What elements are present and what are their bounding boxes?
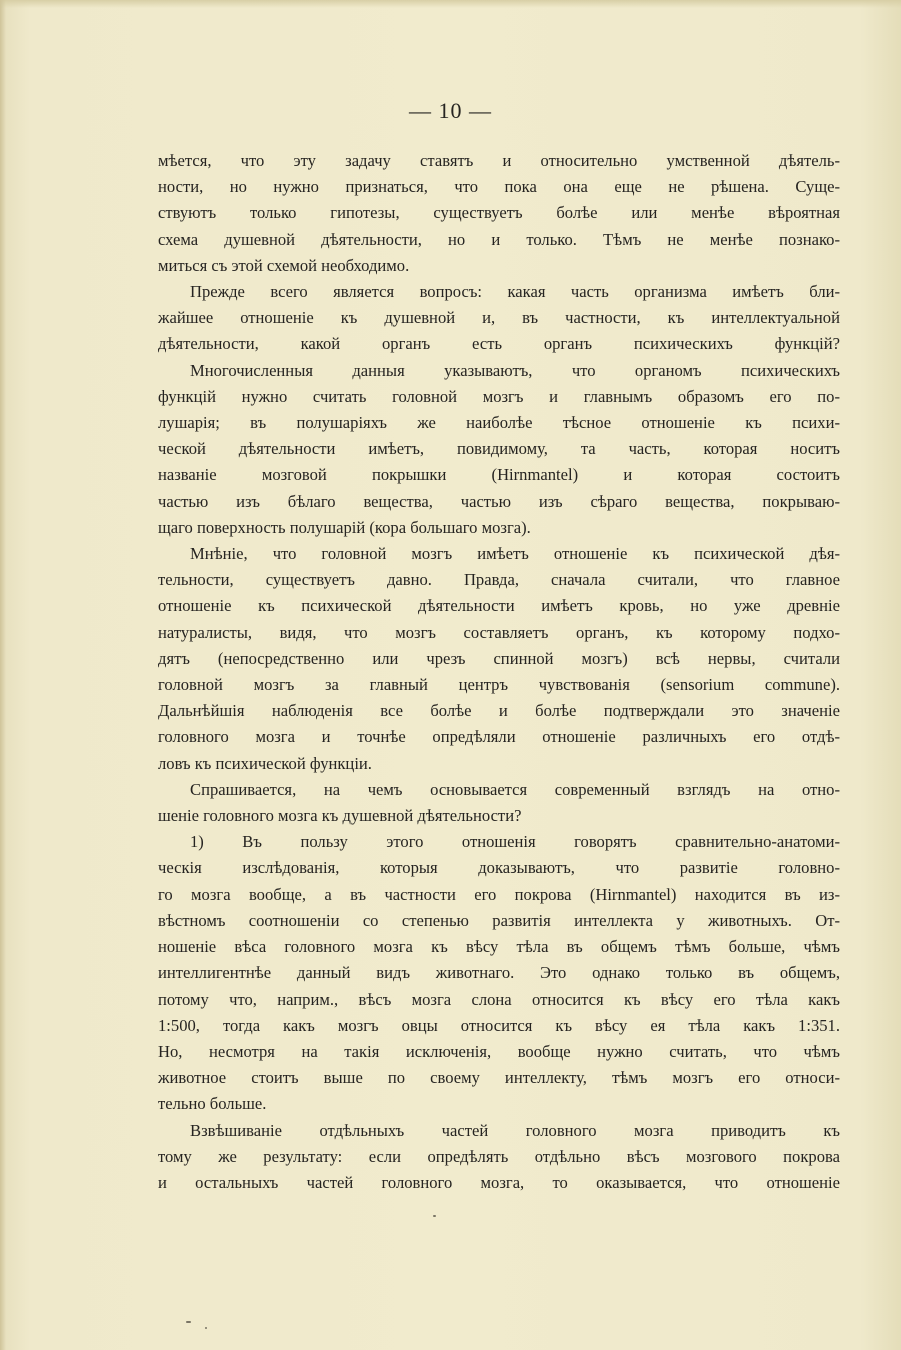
text-line: тельно больше. <box>158 1094 267 1114</box>
text-line: Взвѣшиваніе отдѣльныхъ частей головного мозга приводитъ къ <box>190 1120 840 1140</box>
text-line: ловъ къ психической функціи. <box>158 753 372 773</box>
text-line: животное стоитъ выше по своему интеллекту, тѣмъ мозгъ его относи- <box>158 1068 840 1088</box>
text-line: го мозга вообще, а въ частности его покрова (Hirnmantel) находится въ из- <box>158 884 840 904</box>
text-line: ношеніе вѣса головного мозга къ вѣсу тѣла въ общемъ тѣмъ больше, чѣмъ <box>158 937 840 957</box>
text-line: Но, несмотря на такія исключенія, вообще нужно считать, что чѣмъ <box>158 1041 840 1061</box>
page-number: — 10 — <box>409 98 492 123</box>
text-line: потому что, наприм., вѣсъ мозга слона относится къ вѣсу его тѣла какъ <box>158 989 840 1009</box>
text-line: функцій нужно считать головной мозгъ и главнымъ образомъ его по- <box>158 386 840 406</box>
text-line: названіе мозговой покрышки (Hirnmantel) и которая состоитъ <box>158 465 840 485</box>
text-line: ности, но нужно признаться, что пока она еще не рѣшена. Суще- <box>158 177 840 197</box>
text-line: натуралисты, видя, что мозгъ составляетъ органъ, къ которому подхо- <box>158 622 840 642</box>
print-speck <box>205 1327 207 1329</box>
body-text <box>158 148 840 1196</box>
page-top-shadow <box>0 0 901 8</box>
text-line: жайшее отношеніе къ душевной и, въ частности, къ интеллектуальной <box>158 308 840 328</box>
print-speck <box>186 1321 191 1323</box>
print-speck <box>433 1215 436 1217</box>
text-line: дятъ (непосредственно или чрезъ спинной мозгъ) всѣ нервы, считали <box>158 648 840 668</box>
text-line: вѣстномъ соотношеніи со степенью развитія интеллекта у животныхъ. От- <box>158 910 840 930</box>
text-line: головной мозгъ за главный центръ чувствованія (sensorium commune). <box>158 675 840 695</box>
text-line: тельности, существуетъ давно. Правда, сначала считали, что главное <box>158 570 840 590</box>
text-line: дѣятельности, какой органъ есть органъ психическихъ функцій? <box>158 334 840 354</box>
text-line: ческія изслѣдованія, которыя доказываютъ, что развитіе головно- <box>158 858 840 878</box>
text-line: тому же результату: если опредѣлять отдѣльно вѣсъ мозгового покрова <box>158 1146 840 1166</box>
text-line: 1:500, тогда какъ мозгъ овцы относится къ вѣсу ея тѣла какъ 1:351. <box>158 1015 840 1035</box>
text-line: щаго поверхность полушарій (кора большаго мозга). <box>158 517 531 537</box>
text-line: Мнѣніе, что головной мозгъ имѣетъ отношеніе къ психической дѣя- <box>190 544 840 564</box>
text-line: ческой дѣятельности имѣетъ, повидимому, та часть, которая носитъ <box>158 439 840 459</box>
text-line: Дальнѣйшія наблюденія все болѣе и болѣе подтверждали это значеніе <box>158 701 840 721</box>
text-line: Спрашивается, на чемъ основывается современный взглядъ на отно- <box>190 779 840 799</box>
text-line: и остальныхъ частей головного мозга, то оказывается, что отношеніе <box>158 1172 840 1192</box>
text-line: мѣется, что эту задачу ставятъ и относительно умственной дѣятель- <box>158 151 840 170</box>
text-line: интеллигентнѣе данный видъ животнаго. Это однако только въ общемъ, <box>158 963 840 983</box>
text-line: ствуютъ только гипотезы, существуетъ болѣе или менѣе вѣроятная <box>158 203 840 223</box>
text-line: схема душевной дѣятельности, но и только. Тѣмъ не менѣе познако- <box>158 229 840 249</box>
text-line: миться съ этой схемой необходимо. <box>158 255 410 275</box>
text-line: 1) Въ пользу этого отношенія говорятъ сравнительно-анатоми- <box>190 832 840 852</box>
text-line: отношеніе къ психической дѣятельности имѣетъ кровь, но уже древніе <box>158 596 840 616</box>
text-line: лушарія; въ полушаріяхъ же наиболѣе тѣсное отношеніе къ психи- <box>158 413 840 433</box>
text-line: шеніе головного мозга къ душевной дѣятельности? <box>158 806 522 826</box>
text-line: Многочисленныя данныя указываютъ, что органомъ психическихъ <box>190 360 840 380</box>
text-line: головного мозга и точнѣе опредѣляли отношеніе различныхъ его отдѣ- <box>158 727 840 747</box>
text-line: частью изъ бѣлаго вещества, частью изъ сѣраго вещества, покрываю- <box>158 491 840 511</box>
page-left-shadow <box>0 0 6 1350</box>
text-line: Прежде всего является вопросъ: какая часть организма имѣетъ бли- <box>190 282 840 302</box>
